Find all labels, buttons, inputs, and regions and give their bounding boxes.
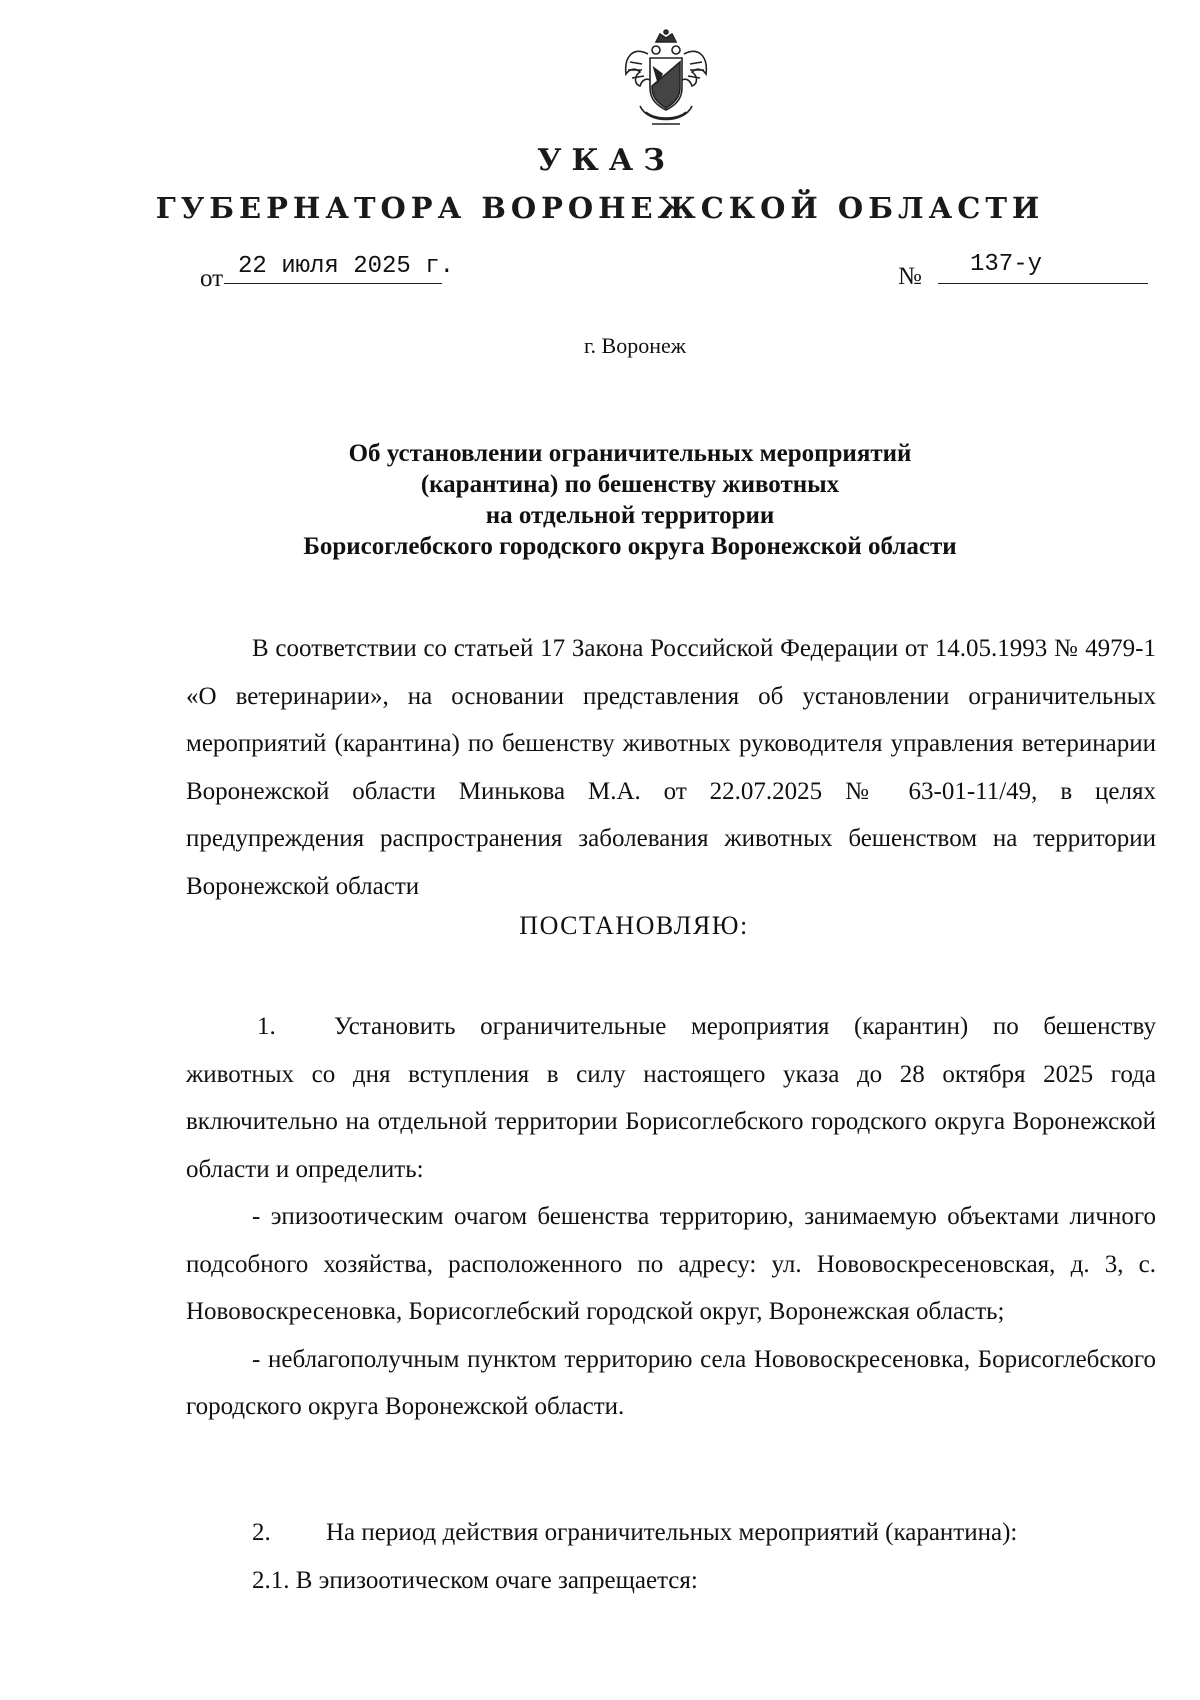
document-date: 22 июля 2025 г.	[238, 253, 455, 280]
number-prefix: №	[898, 263, 922, 290]
title-line: Об установлении ограничительных мероприятий	[348, 440, 912, 467]
document-type: УКАЗ	[537, 143, 675, 178]
preamble-paragraph: В соответствии со статьей 17 Закона Российской Федерации от 14.05.1993 № 4979-1 «О ветеринарии», на основании представления об установлении ограничительных мероприятий (карантина) по бешенству животных руководителя управления ветеринарии Воронежской области Минькова М.А. от 22.07.2025 № 63-01-11/49, в целях предупреждения распространения заболевания животных бешенством на территории Воронежской области	[186, 635, 1156, 900]
item-1-paragraph	[186, 1003, 1156, 1193]
item-1-sub-2: - неблагополучным пунктом территорию села Нововоскресеновка, Борисоглебского городского округа Воронежской области.	[186, 1345, 1156, 1420]
title-line: на отдельной территории	[485, 502, 775, 529]
number-underline	[938, 283, 1148, 284]
city: г. Воронеж	[584, 333, 686, 358]
document-issuer: ГУБЕРНАТОРА ВОРОНЕЖСКОЙ ОБЛАСТИ	[155, 191, 1045, 225]
item-2-number: 2.	[252, 1519, 271, 1546]
item-1-text: Установить ограничительные мероприятия (карантин) по бешенству животных со дня вступления в силу настоящего указа до 28 октября 2025 года включительно на отдельной территории Борисоглебского городского округа Воронежской области и определить:	[186, 1013, 1156, 1183]
document-title	[0, 438, 1200, 562]
item-1-block	[186, 1003, 1156, 1431]
item-2-1-text: 2.1. В эпизоотическом очаге запрещается:	[252, 1567, 698, 1594]
title-line: Борисоглебского городского округа Воронежской области	[303, 533, 957, 560]
item-1-number: 1.	[257, 1013, 276, 1040]
title-line: (карантина) по бешенству животных	[420, 471, 840, 498]
date-number-row	[200, 253, 1150, 293]
date-prefix: от	[200, 265, 224, 292]
document-number: 137-у	[970, 251, 1043, 278]
date-underline	[224, 283, 442, 284]
voronezh-coat-of-arms-icon	[618, 28, 714, 130]
item-2-text: На период действия ограничительных мероприятий (карантина):	[326, 1519, 1018, 1546]
item-1-sub-1: - эпизоотическим очагом бешенства территорию, занимаемую объектами личного подсобного хозяйства, расположенного по адресу: ул. Нововоскресеновская, д. 3, с. Нововоскресеновка, Борисоглебский городской округ, Воронежская область;	[186, 1203, 1156, 1325]
decree-word: ПОСТАНОВЛЯЮ:	[519, 911, 749, 940]
